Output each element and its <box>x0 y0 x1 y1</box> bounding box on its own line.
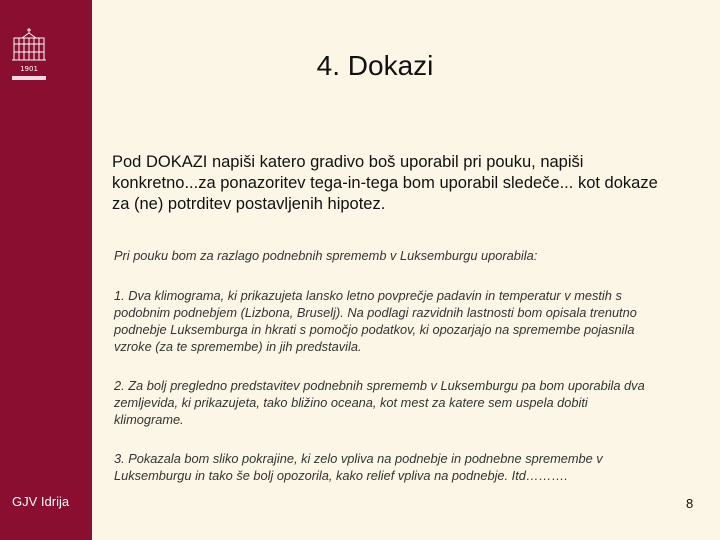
slide-title: 4. Dokazi <box>316 50 434 81</box>
footer-school-name: GJV Idrija <box>12 494 70 509</box>
paragraph-1: Pri pouku bom za razlago podnebnih sprememb v Luksemburgu uporabila: <box>114 248 538 263</box>
paragraph-3: 2. Za bolj pregledno predstavitev podnebnih sprememb v Luksemburgu pa bom uporabila dva zemljevida, ki prikazujeta, tako bližino oceana, kot mest za katere sem uspela dobiti klimograme. <box>114 378 645 427</box>
paragraph-2: 1. Dva klimograma, ki prikazujeta lansko letno povprečje padavin in temperatur v mestih s podobnim podnebjem (Lizbona, Bruselj). Na podlagi razvidnih lastnosti bom opisala trenutno podnebje Luksemburga in hkrati s pomočjo podatkov, ki opozarjajo na spremembe pojasnila vzroke (za te spremembe) in jih predstavila. <box>114 288 637 354</box>
school-building-icon <box>10 26 48 86</box>
page-number: 8 <box>686 496 694 511</box>
logo-year: 1901 <box>20 65 38 73</box>
school-logo <box>10 26 48 86</box>
sidebar <box>0 0 92 540</box>
paragraph-4: 3. Pokazala bom sliko pokrajine, ki zelo vpliva na podnebje in podnebne spremembe v Luksemburgu in tako še bolj opozorila, kako relief vpliva na podnebje. Itd………. <box>114 451 603 483</box>
slide-intro-text: Pod DOKAZI napiši katero gradivo boš uporabil pri pouku, napiši konkretno...za ponazoritev tega-in-tega bom uporabil sledeče... kot dokaze za (ne) potrditev postavljenih hipotez. <box>112 153 658 213</box>
